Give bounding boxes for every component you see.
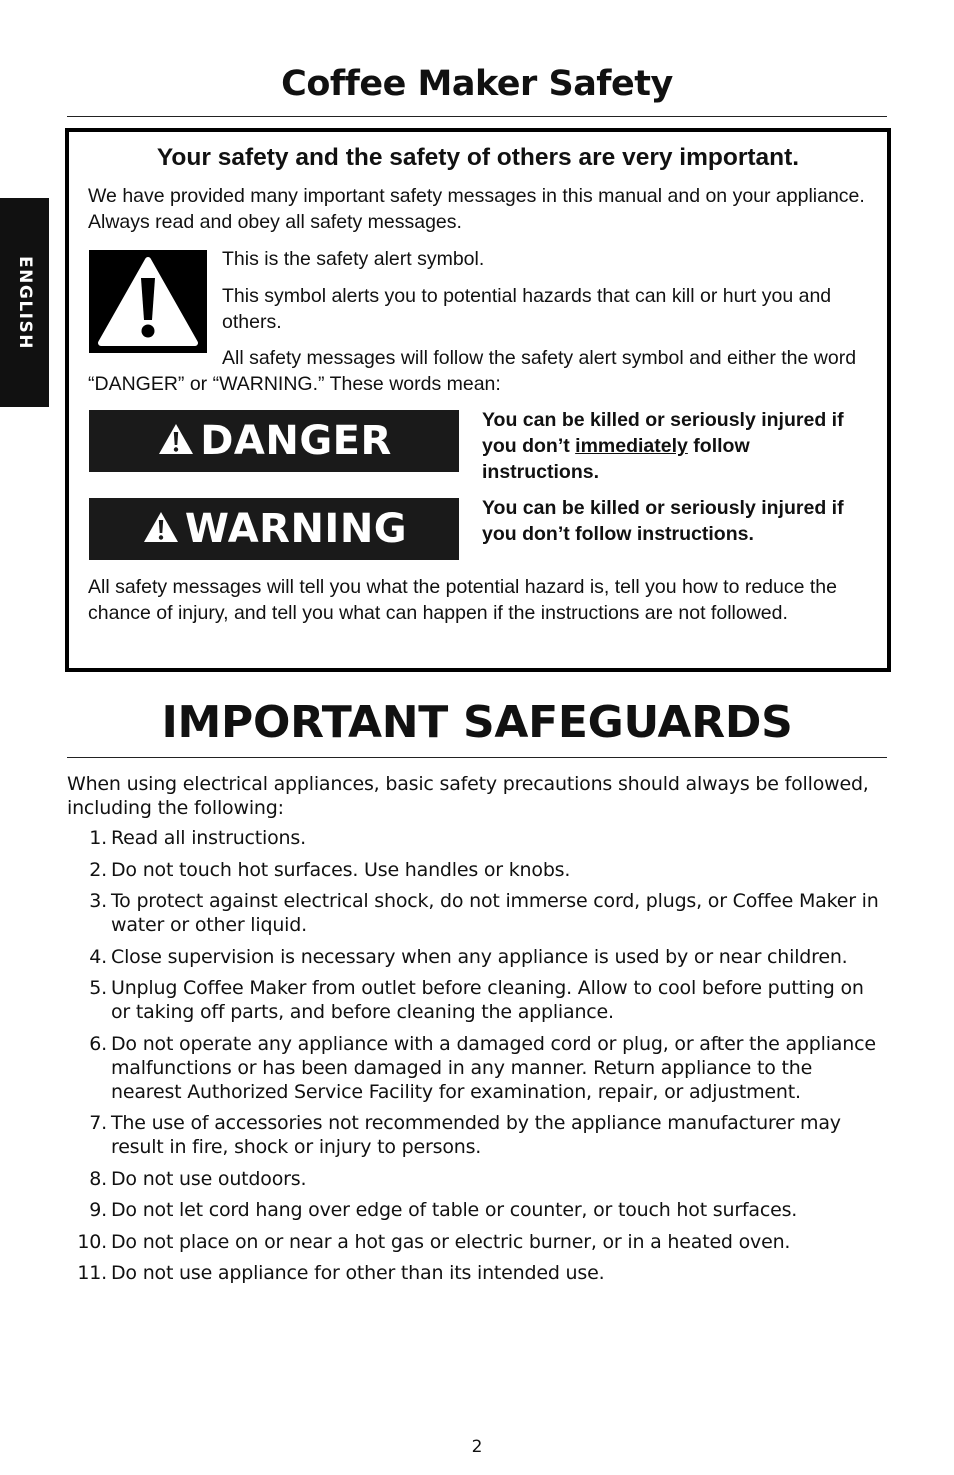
alert-symbol-meaning: This symbol alerts you to potential hazards that can kill or hurt you and others.: [222, 285, 832, 333]
list-item-text: Unplug Coffee Maker from outlet before cleaning. Allow to cool before putting on or taking off parts, and before cleaning the appliance.: [111, 977, 864, 1023]
warning-word: WARNING: [184, 506, 408, 552]
language-tab: [0, 198, 49, 407]
list-item-number: 4.: [89, 945, 107, 968]
list-item-number: 3.: [89, 890, 107, 912]
page-title: Coffee Maker Safety: [281, 64, 673, 104]
safety-message-box: [65, 128, 891, 672]
list-item-number: 7.: [89, 1112, 107, 1134]
list-item-number: 10.: [77, 1230, 107, 1253]
danger-description: [482, 407, 872, 485]
list-item: [67, 1167, 887, 1191]
danger-desc-after: follow instructions.: [482, 435, 750, 483]
list-item-number: 8.: [89, 1167, 107, 1190]
signal-words-intro: All safety messages will follow the safety alert symbol and either the word “DANGER” or “WARNING.” These words mean:: [88, 347, 857, 395]
language-tab-label: ENGLISH: [14, 255, 35, 350]
list-item: [67, 858, 887, 882]
list-item-text: Do not use outdoors.: [111, 1167, 307, 1190]
list-item: [67, 889, 887, 937]
list-item-number: 5.: [89, 977, 107, 999]
alert-symbol-line: This is the safety alert symbol.: [222, 248, 485, 270]
list-item-text: Do not place on or near a hot gas or electric burner, or in a heated oven.: [111, 1230, 791, 1253]
safety-box-heading: Your safety and the safety of others are very important.: [156, 144, 800, 171]
danger-alert-icon: [156, 421, 196, 457]
list-item-number: 6.: [89, 1032, 107, 1055]
list-item: [67, 1111, 887, 1159]
danger-signal-panel: [89, 410, 459, 472]
warning-alert-icon: [141, 509, 181, 545]
list-item: [67, 1261, 887, 1285]
list-item: [67, 976, 887, 1024]
list-item: [67, 826, 887, 850]
list-item-text: Do not use appliance for other than its intended use.: [111, 1262, 605, 1284]
safety-alert-symbol-icon: [89, 250, 207, 353]
title-rule: [67, 116, 887, 117]
list-item: [67, 1032, 887, 1104]
list-item-number: 9.: [89, 1199, 107, 1221]
warning-description: You can be killed or seriously injured if you don’t follow instructions.: [482, 497, 844, 545]
danger-word: DANGER: [200, 418, 392, 464]
list-item-text: Do not let cord hang over edge of table or counter, or touch hot surfaces.: [111, 1199, 798, 1221]
list-item-text: Do not touch hot surfaces. Use handles or knobs.: [111, 858, 571, 881]
page-number: 2: [471, 1437, 483, 1457]
list-item-text: Do not operate any appliance with a damaged cord or plug, or after the appliance malfunctions or has been damaged in any manner. Return appliance to the nearest Authorized Service Facility for examination, repair, or adjustment.: [111, 1032, 876, 1103]
list-item-text: Read all instructions.: [111, 827, 306, 849]
danger-desc-before: You can be killed or seriously injured if you don’t: [482, 409, 844, 457]
warning-signal-panel: [89, 498, 459, 560]
list-item-text: The use of accessories not recommended by the appliance manufacturer may result in fire, shock or injury to persons.: [111, 1112, 841, 1158]
list-item: [67, 1198, 887, 1222]
safeguards-rule: [67, 757, 887, 758]
list-item-text: Close supervision is necessary when any appliance is used by or near children.: [111, 945, 848, 968]
list-item: [67, 1230, 887, 1254]
safety-box-intro: We have provided many important safety messages in this manual and on your appliance. Always read and obey all safety messages.: [88, 185, 865, 233]
safeguards-list: [67, 826, 887, 1293]
danger-desc-emphasis: immediately: [575, 435, 688, 457]
list-item-number: 11.: [77, 1262, 107, 1284]
list-item: [67, 945, 887, 969]
list-item-number: 2.: [89, 858, 107, 881]
list-item-number: 1.: [89, 827, 107, 849]
safeguards-title: IMPORTANT SAFEGUARDS: [161, 697, 793, 748]
list-item-text: To protect against electrical shock, do not immerse cord, plugs, or Coffee Maker in water or other liquid.: [111, 890, 879, 936]
safeguards-intro: When using electrical appliances, basic safety precautions should always be followed, including the following:: [67, 773, 869, 819]
safety-box-closing: All safety messages will tell you what the potential hazard is, tell you how to reduce the chance of injury, and tell you what can happen if the instructions are not followed.: [88, 576, 837, 624]
